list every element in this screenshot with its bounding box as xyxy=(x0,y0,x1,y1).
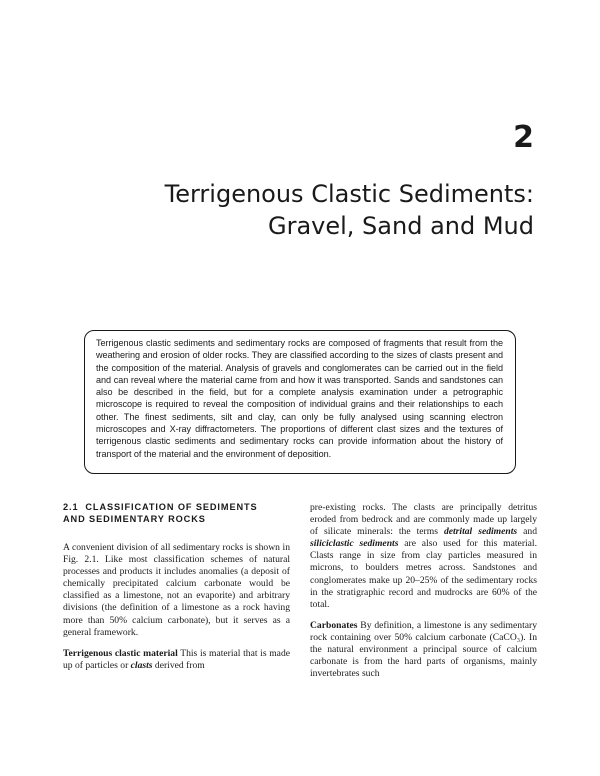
paragraph xyxy=(310,502,537,611)
chapter-number: 2 xyxy=(513,120,534,155)
paragraph-text: are also used for this material. Clasts range in size from clay particles measured in microns, to boulders metres across. Sandstones and conglomerates make up 20–25% of the sedimentary rocks in the stratigraphic record and mudrocks are 60% of the total. xyxy=(310,538,537,610)
term-siliciclastic-sediments: siliciclastic sediments xyxy=(310,538,399,550)
section-number: 2.1 xyxy=(63,502,79,512)
paragraph xyxy=(310,620,537,680)
paragraph-text: and xyxy=(517,526,537,538)
chapter-abstract: Terrigenous clastic sediments and sedimentary rocks are composed of fragments that result from the weathering and erosion of older rocks. They are classified according to the sizes of clasts present and the composition of the material. Analysis of gravels and conglomerates can be carried out in the field and can reveal where the material came from and how it was transported. Sands and sandstones can also be described in the field, but for a complete analysis examination under a petrographic microscope is required to reveal the composition of individual grains and their relationships to each other. The finest sediments, silt and clay, can only be fully analysed using scanning electron microscopes and X-ray diffractometers. The proportions of different clast sizes and the textures of terrigenous clastic sediments and sedimentary rocks can provide information about the history of transport of the material and the environment of deposition. xyxy=(84,330,516,474)
left-column xyxy=(63,502,290,672)
paragraph: A convenient division of all sedimentary rocks is shown in Fig. 2.1. Like most classification schemes of natural processes and products it includes anomalies (a deposit of chemically precipitated calcium carbonate would be classified as a limestone, not an evaporite) and arbitrary divisions (the definition of a limestone as a rock having more than 50% calcium carbonate), but it serves as a general framework. xyxy=(63,542,290,638)
paragraph-text: pre-existing rocks. The clasts are principally detritus eroded from bedrock and are commonly made up largely of silicate minerals: the terms xyxy=(310,502,537,538)
term-terrigenous-clastic-material: Terrigenous clastic material xyxy=(63,647,178,659)
section-title-line-2: AND SEDIMENTARY ROCKS xyxy=(63,513,206,524)
section-title-line-1: CLASSIFICATION OF SEDIMENTS xyxy=(85,502,258,512)
term-detrital-sediments: detrital sediments xyxy=(443,526,518,538)
chapter-title-line-1: Terrigenous Clastic Sediments: xyxy=(164,180,534,208)
chapter-title-line-2: Gravel, Sand and Mud xyxy=(267,212,534,240)
paragraph-text: derived from xyxy=(152,659,205,671)
paragraph xyxy=(63,648,290,672)
paragraph-text: This is material that is made up of particles or xyxy=(63,647,290,671)
right-column xyxy=(310,502,537,680)
section-heading xyxy=(63,502,290,525)
chapter-title xyxy=(165,178,534,242)
paragraph-text: By definition, a limestone is any sedimentary rock containing over 50% calcium carbonate (CaCO₃). In the natural environment a principal source of calcium carbonate is from the hard parts of organisms, mainly invertebrates such xyxy=(310,619,537,680)
term-clasts: clasts xyxy=(130,659,153,671)
term-carbonates: Carbonates xyxy=(310,619,358,631)
